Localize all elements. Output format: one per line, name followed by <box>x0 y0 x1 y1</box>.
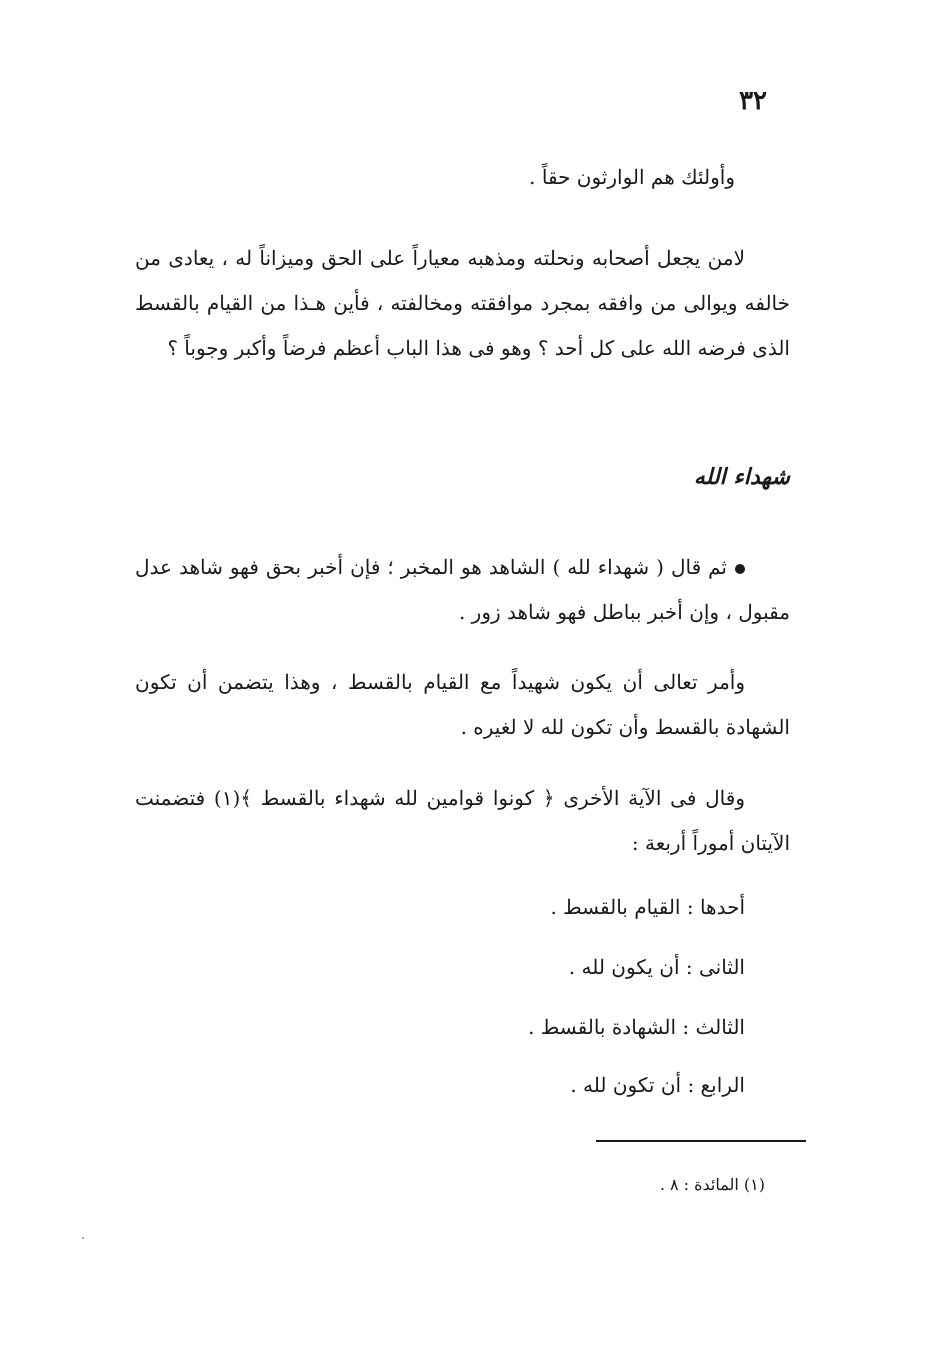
page-number: ٣٢ <box>739 86 767 116</box>
footnote-divider <box>596 1140 806 1142</box>
section-heading: شهداء الله <box>693 464 790 490</box>
list-item: الثالث : الشهادة بالقسط . <box>528 1015 745 1039</box>
list-item: الثانى : أن يكون لله . <box>568 955 745 979</box>
paragraph-2: لامن يجعل أصحابه ونحلته ومذهبه معياراً على الحق وميزاناً له ، يعادى من خالفه ويوالى من وافقه بمجرد موافقته ومخالفته ، فأين هـذا من القيام بالقسط الذى فرضه الله على كل أحد ؟ وهو فى هذا الباب أعظم فرضاً وأكبر وجوباً ؟ <box>135 246 790 360</box>
footnote: (١) المائدة : ٨ . <box>659 1175 765 1194</box>
paragraph-4: وأمر تعالى أن يكون شهيداً مع القيام بالقسط ، وهذا يتضمن أن تكون الشهادة بالقسط وأن تكون لله لا لغيره . <box>135 670 790 739</box>
list-item: أحدها : القيام بالقسط . <box>550 895 745 919</box>
bullet-icon <box>735 564 745 574</box>
paragraph-3-text: ثم قال ( شهداء لله ) الشاهد هو المخبر ؛ فإن أخبر بحق فهو شاهد عدل مقبول ، وإن أخبر بباطل فهو شاهد زور . <box>135 555 790 624</box>
paragraph-1: وأولئك هم الوارثون حقاً . <box>529 165 735 189</box>
list-item: الرابع : أن تكون لله . <box>570 1073 745 1097</box>
paragraph-3 <box>135 545 790 635</box>
paragraph-5: وقال فى الآية الأخرى ﴿ كونوا قوامين لله شهداء بالقسط ﴾(١) فتضمنت الآيتان أموراً أربعة : <box>135 786 790 855</box>
scan-speck <box>82 1237 84 1239</box>
